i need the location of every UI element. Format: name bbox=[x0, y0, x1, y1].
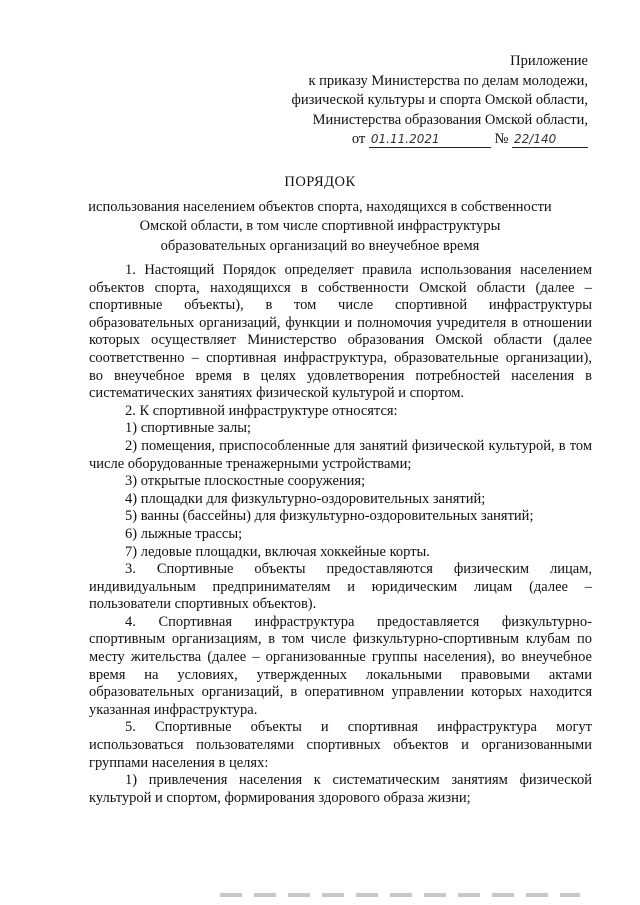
body-paragraph: 4) площадки для физкультурно-оздоровительных занятий; bbox=[125, 490, 486, 507]
body-paragraph: 4. Спортивная инфраструктура предоставляется физкультурно-спортивным организациям, в том числе физкультурно-спортивным клубам по месту жительства (далее – организованные группы населения), во внеучебное время на условиях, утвержденных локальными правовыми актами образовательных организаций, в оперативном управлении которых находится указанная инфраструктура. bbox=[89, 613, 592, 718]
body-paragraph: 5) ванны (бассейны) для физкультурно-оздоровительных занятий; bbox=[125, 508, 534, 525]
approval-header bbox=[292, 52, 588, 150]
body-paragraph: 1) привлечения населения к систематическим занятиям физической культурой и спортом, формирования здорового образа жизни; bbox=[89, 772, 592, 806]
body-paragraph: 5. Спортивные объекты и спортивная инфраструктура могут использоваться пользователями спортивных объектов и организованными группами населения в целях: bbox=[89, 719, 592, 771]
body-paragraph: 2) помещения, приспособленные для занятий физической культурой, в том числе оборудованные тренажерными устройствами; bbox=[89, 437, 592, 472]
body-paragraph: 6) лыжные трассы; bbox=[125, 525, 243, 542]
document-subtitle-line: использования населением объектов спорта, находящихся в собственности bbox=[88, 198, 552, 215]
date-prefix: от bbox=[351, 131, 366, 147]
header-line: физической культуры и спорта Омской области, bbox=[291, 92, 588, 108]
handwritten-date: 01.11.2021 bbox=[369, 132, 491, 148]
body-paragraph: 2. К спортивной инфраструктуре относятся: bbox=[125, 402, 398, 419]
number-prefix: № bbox=[494, 131, 509, 147]
body-paragraph: 3. Спортивные объекты предоставляются физическим лицам, индивидуальным предпринимателям и юридическим лицам (далее – пользователи спортивных объектов). bbox=[89, 561, 592, 613]
document-body bbox=[89, 262, 592, 807]
header-line: к приказу Министерства по делам молодежи, bbox=[308, 72, 588, 89]
body-paragraph: 7) ледовые площадки, включая хоккейные корты. bbox=[125, 543, 430, 560]
header-line: Приложение bbox=[510, 53, 588, 69]
document-subtitle-line: образовательных организаций во внеучебное время bbox=[160, 237, 480, 254]
body-paragraph: 1. Настоящий Порядок определяет правила использования населением объектов спорта, находящихся в собственности Омской области (далее – спортивные объекты), в том числе спортивной инфраструктуры образовательных организаций, функции и полномочия учредителя в отношении которых осуществляет Министерство образования Омской области (далее соответственно – спортивная инфраструктура, образовательные организации), во внеучебное время в целях удовлетворения потребностей населения в систематических занятиях физической культурой и спортом. bbox=[89, 262, 592, 402]
document-title: ПОРЯДОК bbox=[284, 174, 356, 190]
body-paragraph: 3) открытые плоскостные сооружения; bbox=[125, 473, 366, 490]
handwritten-number: 22/140 bbox=[512, 132, 588, 148]
document-subtitle-line: Омской области, в том числе спортивной инфраструктуры bbox=[139, 218, 501, 234]
scan-artifact-marks bbox=[220, 893, 580, 897]
header-line: Министерства образования Омской области, bbox=[312, 111, 588, 128]
date-number-row bbox=[292, 130, 588, 150]
document-title-block bbox=[60, 173, 580, 256]
body-paragraph: 1) спортивные залы; bbox=[125, 420, 252, 437]
